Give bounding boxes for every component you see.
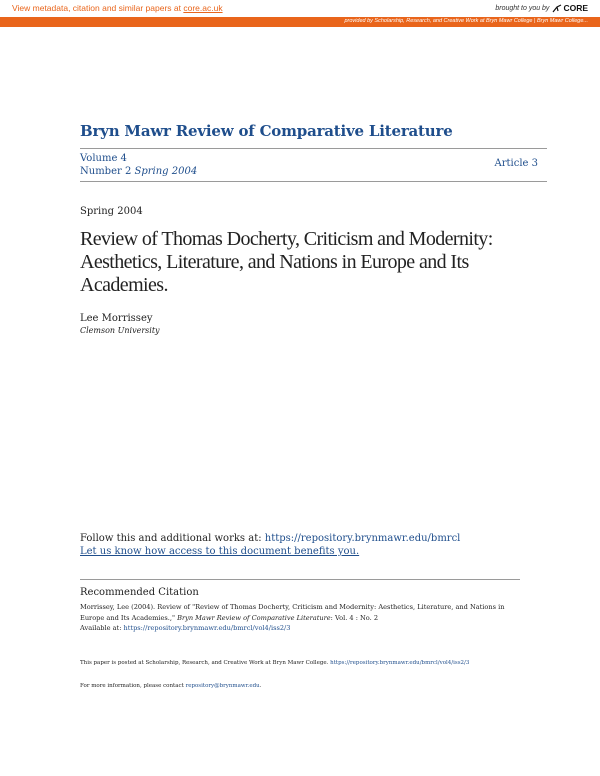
available-prefix: Available at: — [80, 624, 124, 632]
core-logo-icon — [552, 4, 562, 13]
author-name: Lee Morrissey — [80, 313, 153, 324]
posted-line — [80, 660, 469, 666]
core-logo[interactable] — [552, 3, 588, 13]
contact-text: For more information, please contact — [80, 683, 186, 689]
article-title: Review of Thomas Docherty, Criticism and Modernity: Aesthetics, Literature, and Nations in Europe and Its Academies. — [80, 228, 493, 296]
number-line[interactable] — [80, 165, 197, 178]
available-link[interactable]: https://repository.brynmawr.edu/bmrcl/vol4/iss2/3 — [123, 624, 291, 632]
core-provided-text[interactable]: provided by Scholarship, Research, and Creative Work at Bryn Mawr College | Bryn Mawr College... — [344, 18, 588, 24]
citation-body — [80, 602, 520, 634]
volume-link[interactable]: Volume 4 — [80, 153, 127, 164]
article-date: Spring 2004 — [80, 206, 143, 217]
volume-info — [80, 152, 197, 178]
citation-journal: Bryn Mawr Review of Comparative Literature — [177, 613, 331, 622]
follow-link[interactable]: https://repository.brynmawr.edu/bmrcl — [264, 533, 461, 544]
author-affiliation: Clemson University — [80, 326, 160, 335]
core-metadata-text: View metadata, citation and similar papers at — [12, 3, 184, 13]
citation-line: Morrissey, Lee (2004). Review of "Review of Thomas Docherty, Criticism and Modernity: Aesthetics, Literature, and Nations in Europe and Its Academies.," — [80, 603, 505, 622]
journal-title[interactable]: Bryn Mawr Review of Comparative Literature — [80, 122, 453, 140]
posted-link[interactable]: https://repository.brynmawr.edu/bmrcl/vol4/iss2/3 — [330, 660, 470, 666]
citation-divider — [80, 579, 520, 580]
contact-tail: . — [259, 683, 262, 689]
follow-prefix: Follow this and additional works at: — [80, 533, 265, 544]
follow-line — [80, 532, 460, 546]
number-link: Number 2 — [80, 166, 135, 177]
citation-heading: Recommended Citation — [80, 587, 199, 598]
top-divider — [80, 148, 547, 149]
article-number[interactable]: Article 3 — [494, 158, 538, 169]
core-metadata-link[interactable]: core.ac.uk — [183, 3, 223, 13]
issue-date: Spring 2004 — [134, 166, 198, 177]
brought-by-text: brought to you by — [495, 4, 550, 12]
benefit-link[interactable]: Let us know how access to this document benefits you. — [80, 546, 360, 557]
core-metadata-line — [12, 3, 223, 13]
contact-line — [80, 683, 261, 689]
bottom-divider — [80, 181, 547, 182]
contact-email-link[interactable]: repository@brynmawr.edu — [185, 683, 260, 689]
core-logo-text: CORE — [563, 3, 588, 13]
citation-tail: : Vol. 4 : No. 2 — [330, 613, 379, 622]
core-provided-bar — [0, 17, 600, 27]
posted-text: This paper is posted at Scholarship, Research, and Creative Work at Bryn Mawr College. — [80, 660, 331, 666]
core-brought-by — [495, 3, 588, 13]
